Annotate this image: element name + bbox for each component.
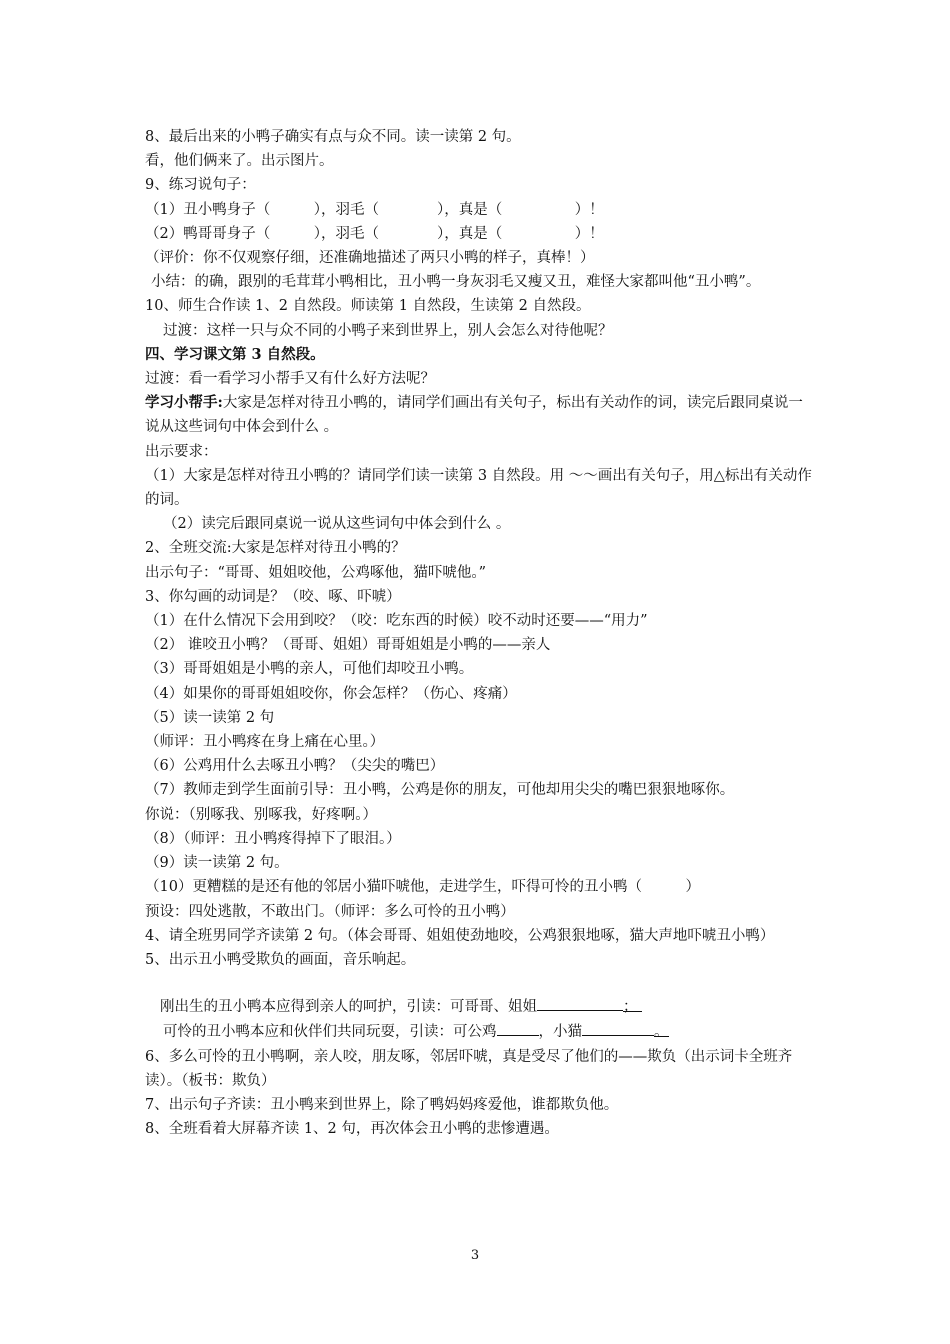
text-line: 预设：四处逃散，不敢出门。（师评：多么可怜的丑小鸭） — [145, 903, 515, 920]
text-line: 6、多么可怜的丑小鸭啊，亲人咬，朋友啄，邻居吓唬，真是受尽了他们的——欺负（出示词卡全班齐读）。（板书：欺负） — [145, 1048, 793, 1089]
text-line: 出示句子：“哥哥、姐姐咬他，公鸡啄他，猫吓唬他。” — [145, 564, 487, 581]
text-line: 3、你勾画的动词是？（咬、啄、吓唬） — [145, 588, 401, 605]
text-segment: ，小猫 — [538, 1024, 582, 1041]
text-line: （2）鸭哥哥身子（ ），羽毛（ ），真是（ ）！ — [145, 225, 604, 242]
text-segment: 可怜的丑小鸭本应和伙伴们共同玩耍，引读：可公鸡 — [163, 1024, 497, 1041]
page-number: 3 — [470, 1248, 480, 1263]
document-body — [145, 125, 815, 1141]
text-line: （7）教师走到学生面前引导：丑小鸭，公鸡是你的朋友，可他却用尖尖的嘴巴狠狠地啄你。 — [145, 782, 735, 799]
text-line: 5、出示丑小鸭受欺负的画面，音乐响起。 — [145, 951, 416, 968]
text-line: 10、师生合作读 1、2 自然段。师读第 1 自然段，生读第 2 自然段。 — [145, 298, 591, 315]
text-line: （评价：你不仅观察仔细，还准确地描述了两只小鸭的样子，真棒！） — [145, 250, 595, 267]
section-heading: 四、学习课文第 3 自然段。 — [145, 345, 325, 363]
text-line — [145, 391, 815, 439]
fill-blank-line — [145, 994, 815, 1019]
text-line: （6）公鸡用什么去啄丑小鸭？（尖尖的嘴巴） — [145, 758, 445, 775]
text-line: （9）读一读第 2 句。 — [145, 855, 289, 872]
text-line: （8）（师评：丑小鸭疼得掉下了眼泪。） — [145, 830, 401, 847]
text-line: （10）更糟糕的是还有他的邻居小猫吓唬他，走进学生，吓得可怜的丑小鸭（ ） — [145, 879, 700, 896]
text-line: （师评：丑小鸭疼在身上痛在心里。） — [145, 734, 385, 751]
text-line: 4、请全班男同学齐读第 2 句。（体会哥哥、姐姐使劲地咬，公鸡狠狠地啄，猫大声地吓唬丑小鸭） — [145, 927, 775, 944]
text-segment: 刚出生的丑小鸭本应得到亲人的呵护，引读：可哥哥、姐姐 — [160, 999, 537, 1016]
text-line: 9、练习说句子： — [145, 177, 256, 194]
blank-underline — [497, 1019, 539, 1036]
text-line: （1）大家是怎样对待丑小鸭的？请同学们读一读第 3 自然段。用 ～～画出有关句子，用△标出有关动作的词。 — [145, 467, 812, 509]
blank-underline — [582, 1019, 654, 1036]
blank-line — [145, 972, 815, 994]
text-line: 8、全班看着大屏幕齐读 1、2 句，再次体会丑小鸭的悲惨遭遇。 — [145, 1121, 559, 1138]
text-line: 2、全班交流:大家是怎样对待丑小鸭的？ — [145, 540, 406, 557]
text-line: 出示要求： — [145, 443, 218, 460]
text-line: （3）哥哥姐姐是小鸭的亲人，可他们却咬丑小鸭。 — [145, 661, 474, 678]
text-line: 7、出示句子齐读：丑小鸭来到世界上，除了鸭妈妈疼爱他，谁都欺负他。 — [145, 1096, 619, 1113]
fill-blank-line — [145, 1019, 815, 1044]
text-line: （1）丑小鸭身子（ ），羽毛（ ），真是（ ）！ — [145, 201, 604, 218]
text-line: 看，他们俩来了。出示图片。 — [145, 153, 334, 170]
helper-label: 学习小帮手: — [145, 394, 223, 412]
text-line: 过渡：看一看学习小帮手又有什么好方法呢？ — [145, 371, 435, 388]
text-segment: ； — [623, 995, 642, 1012]
text-line: 过渡：这样一只与众不同的小鸭子来到世界上，别人会怎么对待他呢？ — [163, 322, 613, 339]
text-line: 8、最后出来的小鸭子确实有点与众不同。读一读第 2 句。 — [145, 129, 521, 145]
text-line: （2）读完后跟同桌说一说从这些词句中体会到什么 。 — [163, 516, 511, 533]
text-line: （2） 谁咬丑小鸭？（哥哥、姐姐）哥哥姐姐是小鸭的——亲人 — [145, 637, 551, 654]
text-segment: 。 — [654, 1020, 669, 1037]
helper-text: 大家是怎样对待丑小鸭的，请同学们画出有关句子，标出有关动作的词，读完后跟同桌说一说从这些词句中体会到什么 。 — [145, 395, 803, 436]
text-line: （4）如果你的哥哥姐姐咬你，你会怎样？（伤心、疼痛） — [145, 685, 517, 702]
text-line: （5）读一读第 2 句 — [145, 709, 275, 726]
text-line: 小结：的确，跟别的毛茸茸小鸭相比，丑小鸭一身灰羽毛又瘦又丑，难怪大家都叫他“丑小鸭”。 — [151, 274, 761, 291]
text-line: （1）在什么情况下会用到咬？（咬：吃东西的时候）咬不动时还要——“用力” — [145, 613, 648, 630]
text-line: 你说：（别啄我、别啄我，好疼啊。） — [145, 806, 377, 823]
blank-underline — [537, 994, 623, 1011]
